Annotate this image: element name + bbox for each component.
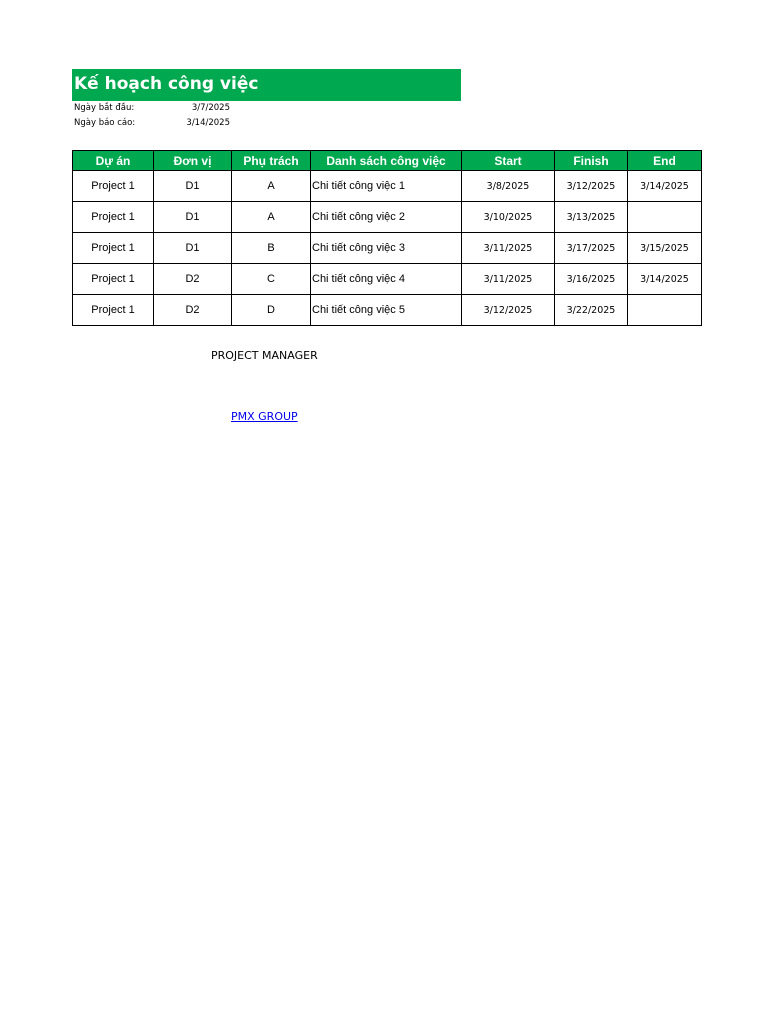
cell-unit[interactable]: D2 bbox=[154, 264, 232, 295]
cell-start[interactable]: 3/11/2025 bbox=[462, 233, 555, 264]
column-header-end[interactable]: End bbox=[628, 151, 702, 171]
cell-end[interactable]: 3/14/2025 bbox=[628, 171, 702, 202]
cell-end[interactable]: 3/15/2025 bbox=[628, 233, 702, 264]
cell-task[interactable]: Chi tiết công việc 2 bbox=[311, 202, 462, 233]
column-header-start[interactable]: Start bbox=[462, 151, 555, 171]
cell-project[interactable]: Project 1 bbox=[73, 233, 154, 264]
table-row bbox=[73, 264, 702, 295]
report-date-label: Ngày báo cáo: bbox=[74, 118, 136, 128]
cell-unit[interactable]: D2 bbox=[154, 295, 232, 326]
cell-owner[interactable]: B bbox=[232, 233, 311, 264]
start-date-value[interactable]: 3/7/2025 bbox=[191, 103, 230, 113]
cell-task[interactable]: Chi tiết công việc 1 bbox=[311, 171, 462, 202]
cell-owner[interactable]: C bbox=[232, 264, 311, 295]
cell-start[interactable]: 3/8/2025 bbox=[462, 171, 555, 202]
table-header-row bbox=[73, 151, 702, 171]
cell-task[interactable]: Chi tiết công việc 4 bbox=[311, 264, 462, 295]
cell-finish[interactable]: 3/16/2025 bbox=[555, 264, 628, 295]
cell-finish[interactable]: 3/22/2025 bbox=[555, 295, 628, 326]
table-row bbox=[73, 233, 702, 264]
cell-end[interactable] bbox=[628, 295, 702, 326]
cell-project[interactable]: Project 1 bbox=[73, 171, 154, 202]
table-row bbox=[73, 202, 702, 233]
column-header-finish[interactable]: Finish bbox=[555, 151, 628, 171]
cell-end[interactable] bbox=[628, 202, 702, 233]
cell-start[interactable]: 3/10/2025 bbox=[462, 202, 555, 233]
cell-unit[interactable]: D1 bbox=[154, 202, 232, 233]
cell-finish[interactable]: 3/13/2025 bbox=[555, 202, 628, 233]
project-manager-label: PROJECT MANAGER bbox=[211, 349, 318, 362]
cell-finish[interactable]: 3/12/2025 bbox=[555, 171, 628, 202]
cell-task[interactable]: Chi tiết công việc 3 bbox=[311, 233, 462, 264]
report-date-row bbox=[74, 116, 232, 130]
cell-owner[interactable]: A bbox=[232, 202, 311, 233]
cell-end[interactable]: 3/14/2025 bbox=[628, 264, 702, 295]
cell-project[interactable]: Project 1 bbox=[73, 295, 154, 326]
start-date-label: Ngày bắt đầu: bbox=[74, 103, 135, 113]
cell-start[interactable]: 3/11/2025 bbox=[462, 264, 555, 295]
cell-finish[interactable]: 3/17/2025 bbox=[555, 233, 628, 264]
column-header-project[interactable]: Dự án bbox=[73, 151, 154, 171]
report-date-value[interactable]: 3/14/2025 bbox=[186, 118, 230, 128]
page-title: Kế hoạch công việc bbox=[72, 69, 461, 101]
cell-project[interactable]: Project 1 bbox=[73, 264, 154, 295]
column-header-owner[interactable]: Phụ trách bbox=[232, 151, 311, 171]
task-table bbox=[72, 150, 702, 326]
cell-owner[interactable]: A bbox=[232, 171, 311, 202]
cell-unit[interactable]: D1 bbox=[154, 233, 232, 264]
cell-unit[interactable]: D1 bbox=[154, 171, 232, 202]
column-header-task-list[interactable]: Danh sách công việc bbox=[311, 151, 462, 171]
cell-task[interactable]: Chi tiết công việc 5 bbox=[311, 295, 462, 326]
column-header-unit[interactable]: Đơn vị bbox=[154, 151, 232, 171]
cell-owner[interactable]: D bbox=[232, 295, 311, 326]
table-row bbox=[73, 171, 702, 202]
start-date-row bbox=[74, 101, 232, 115]
cell-project[interactable]: Project 1 bbox=[73, 202, 154, 233]
table-row bbox=[73, 295, 702, 326]
pmx-group-link[interactable]: PMX GROUP bbox=[231, 410, 298, 423]
cell-start[interactable]: 3/12/2025 bbox=[462, 295, 555, 326]
